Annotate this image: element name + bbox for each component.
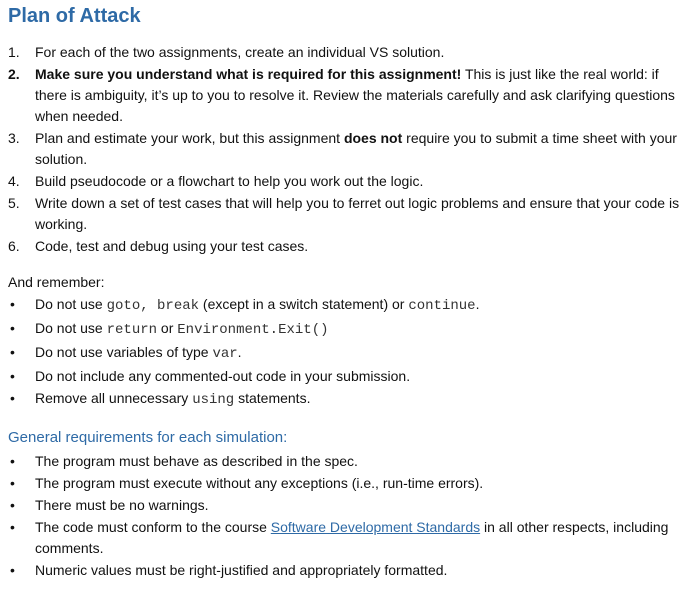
plan-bold-text: does not [343, 130, 403, 146]
plan-item-5 [8, 193, 692, 235]
remember-item [8, 318, 692, 341]
remember-text: . [237, 344, 242, 360]
page-title: Plan of Attack [8, 5, 141, 27]
bullet: • [10, 519, 15, 535]
bullet: • [10, 562, 15, 578]
general-text: The code must conform to the course [35, 519, 271, 535]
remember-text: statements. [234, 390, 311, 406]
remember-text: Do not use variables of type [35, 344, 213, 360]
remember-list [8, 294, 692, 411]
remember-text: Remove all unnecessary [35, 390, 193, 406]
plan-text: Build pseudocode or a flowchart to help you work out the logic. [35, 173, 424, 189]
plan-number: 6. [8, 238, 20, 254]
plan-item-3 [8, 128, 692, 170]
plan-text: Plan and estimate your work, but this assignment [35, 130, 344, 146]
bullet: • [10, 296, 15, 312]
remember-text: Do not include any commented-out code in your submission. [35, 368, 411, 384]
plan-number: 4. [8, 173, 20, 189]
general-item [8, 517, 692, 559]
remember-text: (except in a switch statement) or [199, 296, 409, 312]
plan-item-2 [8, 64, 692, 127]
bullet: • [10, 320, 15, 336]
general-item [8, 560, 692, 581]
bullet: • [10, 475, 15, 491]
general-text: in all other respects, including comments. [35, 519, 669, 556]
code-keyword: goto, break [106, 298, 200, 314]
remember-text: Do not use [35, 320, 107, 336]
bullet: • [10, 344, 15, 360]
code-keyword: Environment.Exit() [177, 322, 329, 338]
general-list [8, 451, 692, 581]
bullet: • [10, 390, 15, 406]
code-keyword: var [212, 346, 238, 362]
plan-item-1 [8, 42, 692, 63]
remember-text: or [157, 320, 178, 336]
plan-number: 3. [8, 130, 20, 146]
general-item [8, 473, 692, 494]
general-item [8, 495, 692, 516]
plan-text: require you to submit a time sheet with your solution. [35, 130, 677, 167]
plan-bold-text: Make sure you understand what is required for this assignment! [35, 66, 462, 82]
general-item [8, 451, 692, 472]
general-text: There must be no warnings. [35, 497, 209, 513]
bullet: • [10, 497, 15, 513]
plan-item-6 [8, 236, 692, 257]
general-text: The program must behave as described in the spec. [35, 453, 358, 469]
code-keyword: using [192, 392, 235, 408]
remember-item [8, 366, 692, 387]
plan-number: 1. [8, 44, 20, 60]
general-text: Numeric values must be right-justified and appropriately formatted. [35, 562, 448, 578]
remember-text: . [475, 296, 480, 312]
plan-number: 5. [8, 195, 20, 211]
plan-item-4 [8, 171, 692, 192]
plan-text: Write down a set of test cases that will help you to ferret out logic problems and ensure that your code is working. [35, 195, 680, 232]
plan-text: Code, test and debug using your test cases. [35, 238, 309, 254]
bullet: • [10, 368, 15, 384]
bullet: • [10, 453, 15, 469]
standards-link[interactable]: Software Development Standards [270, 519, 481, 535]
remember-text: Do not use [35, 296, 107, 312]
plan-number: 2. [8, 66, 20, 82]
plan-text: For each of the two assignments, create an individual VS solution. [35, 44, 445, 60]
code-keyword: return [106, 322, 158, 338]
remember-item [8, 294, 692, 317]
plan-text: This is just like the real world: if there is ambiguity, it’s up to you to resolve it. Review the materials carefully and ask clarifying questions when needed. [35, 66, 675, 124]
remember-heading: And remember: [8, 274, 105, 290]
remember-item [8, 342, 692, 365]
remember-item [8, 388, 692, 411]
general-text: The program must execute without any exceptions (i.e., run-time errors). [35, 475, 484, 491]
code-keyword: continue [408, 298, 476, 314]
plan-list [8, 42, 692, 257]
general-heading: General requirements for each simulation: [8, 429, 288, 446]
